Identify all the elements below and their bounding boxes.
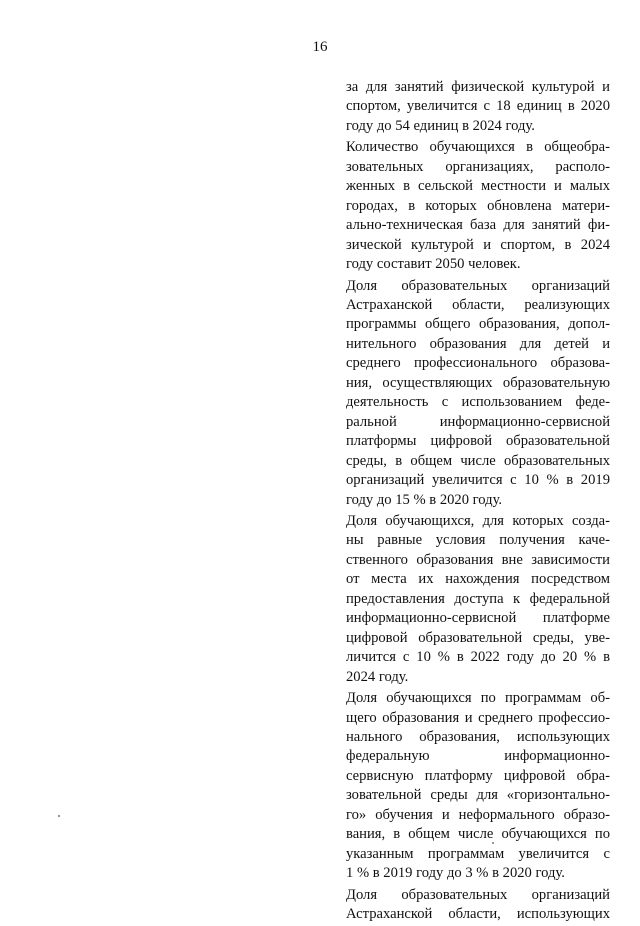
text-line: нительного образования для детей и: [346, 335, 610, 352]
text-line: личится с 10 % в 2022 году до 20 % в: [346, 649, 610, 666]
text-line: ны равные условия получения каче-: [346, 532, 610, 549]
text-line: организаций увеличится с 10 % в 2019: [346, 472, 610, 489]
paragraph-2: [346, 138, 610, 274]
text-line: году до 15 % в 2020 году.: [346, 491, 503, 508]
text-line: ально-техническая база для занятий фи-: [346, 217, 610, 234]
text-line: среднего профессионального образова-: [346, 355, 610, 372]
text-line: году составит 2050 человек.: [346, 256, 521, 273]
text-line: цифровой образовательной среды, уве-: [346, 629, 610, 646]
text-line: зовательной среды для «горизонтально-: [346, 787, 610, 804]
paragraph-1: [346, 78, 610, 136]
text-line: сервисную платформу цифровой обра-: [346, 767, 610, 784]
text-line: спортом, увеличится с 18 единиц в 2020: [346, 98, 610, 115]
text-line: Астраханской области, использующих: [346, 906, 610, 923]
page-number: 16: [312, 39, 328, 55]
text-line: Доля обучающихся по программам об-: [346, 690, 610, 707]
paragraph-5: [346, 689, 610, 884]
text-line: 2024 году.: [346, 668, 409, 685]
text-line: 1 % в 2019 году до 3 % в 2020 году.: [346, 865, 565, 882]
text-line: ния, осуществляющих образовательную: [346, 374, 610, 391]
text-line: вания, в общем числе обучающихся по: [346, 826, 610, 843]
paragraph-6: [346, 886, 610, 925]
text-line: федеральную информационно-: [346, 748, 610, 765]
text-line: указанным программам увеличится с: [346, 845, 610, 862]
text-line: за для занятий физической культурой и: [346, 79, 610, 95]
text-line: зической культурой и спортом, в 2024: [346, 236, 610, 253]
text-line: нального образования, использующих: [346, 728, 610, 745]
text-column: [346, 78, 610, 926]
text-line: Количество обучающихся в общеобра-: [346, 139, 610, 156]
text-line: ственного образования вне зависимости: [346, 551, 610, 568]
text-line: информационно-сервисной платформе: [346, 610, 610, 627]
paragraph-4: [346, 512, 610, 687]
text-line: Астраханской области, реализующих: [346, 296, 610, 313]
text-line: го» обучения и неформального образо-: [346, 806, 610, 823]
text-line: среды, в общем числе образовательных: [346, 452, 610, 469]
text-line: Доля образовательных организаций: [346, 277, 610, 294]
text-line: зовательных организациях, располо-: [346, 158, 610, 175]
text-line: программы общего образования, допол-: [346, 316, 610, 333]
text-line: Доля обучающихся, для которых созда-: [346, 512, 610, 529]
text-line: от места их нахождения посредством: [346, 571, 610, 588]
text-line: году до 54 единиц в 2024 году.: [346, 117, 535, 134]
text-line: ральной информационно-сервисной: [346, 413, 610, 430]
text-line: щего образования и среднего профессио-: [346, 709, 610, 726]
scan-speck: [58, 815, 60, 817]
text-line: Доля образовательных организаций: [346, 886, 610, 903]
text-line: предоставления доступа к федеральной: [346, 590, 610, 607]
text-line: платформы цифровой образовательной: [346, 433, 610, 450]
text-line: женных в сельской местности и малых: [346, 178, 610, 195]
paragraph-3: [346, 277, 610, 510]
text-line: городах, в которых обновлена матери-: [346, 197, 610, 214]
text-line: деятельность с использованием феде-: [346, 394, 610, 411]
scan-speck: [492, 842, 494, 844]
